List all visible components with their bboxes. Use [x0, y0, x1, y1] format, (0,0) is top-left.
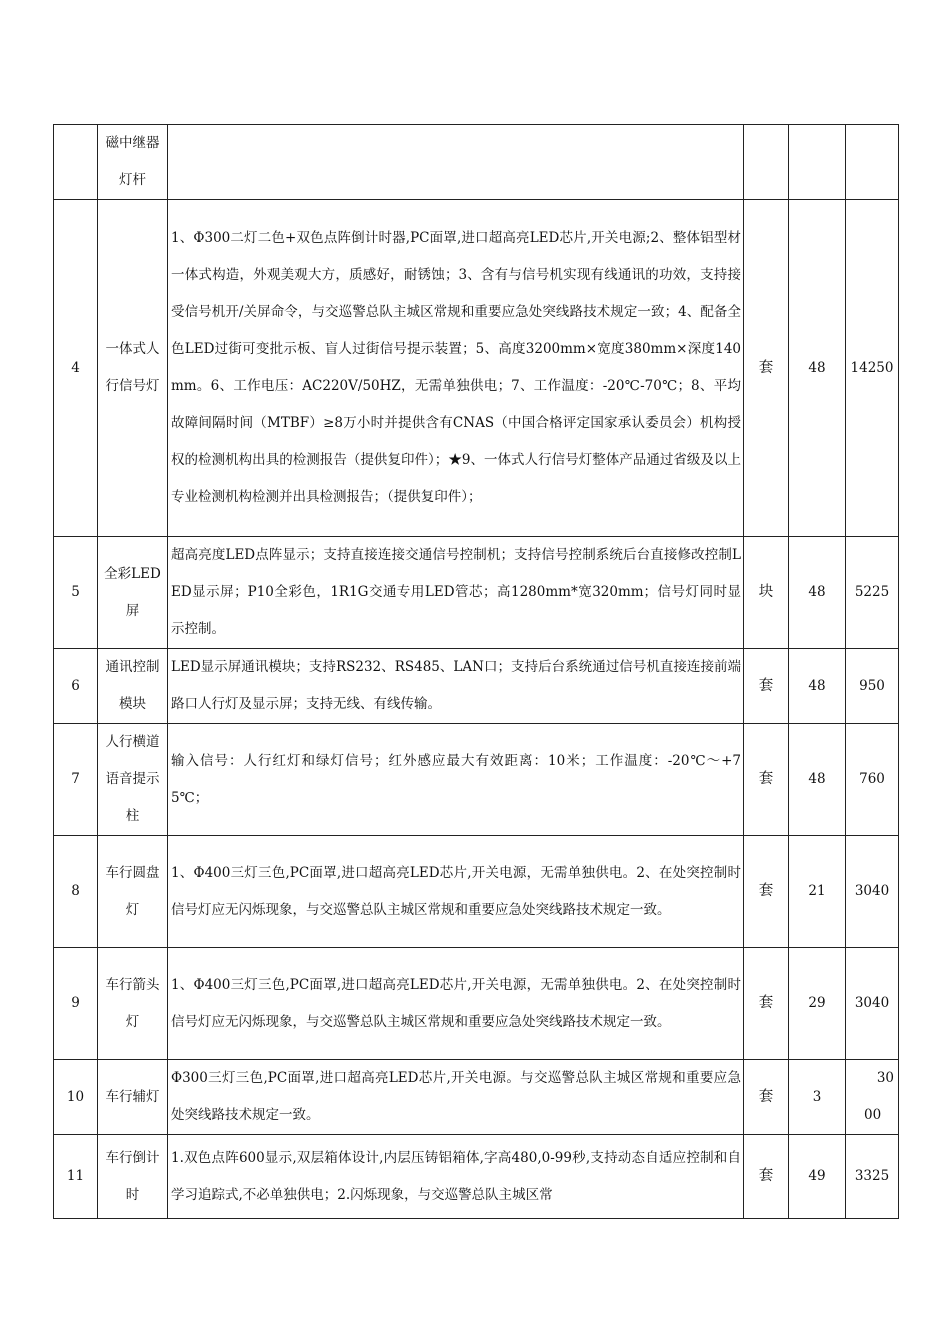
price-line-1: 30: [876, 1070, 894, 1086]
item-qty-cell: [789, 125, 846, 200]
item-name-cell: 全彩LED屏: [98, 537, 168, 649]
item-qty-cell: 48: [789, 537, 846, 649]
item-qty-cell: 49: [789, 1135, 846, 1219]
item-price-cell: [846, 125, 899, 200]
item-price-cell: 5225: [846, 537, 899, 649]
price-line-2: 00: [864, 1107, 882, 1123]
item-price-cell: 3325: [846, 1135, 899, 1219]
item-unit-cell: 套: [744, 200, 789, 537]
item-name-cell: 通讯控制模块: [98, 649, 168, 724]
item-unit-cell: 套: [744, 1135, 789, 1219]
item-unit-cell: 套: [744, 649, 789, 724]
table-row: [54, 200, 899, 537]
table-row: [54, 836, 899, 948]
table-row: [54, 948, 899, 1060]
item-number-cell: 7: [54, 724, 98, 836]
item-unit-cell: 套: [744, 836, 789, 948]
item-number-cell: 5: [54, 537, 98, 649]
item-number-cell: 11: [54, 1135, 98, 1219]
item-number-cell: 4: [54, 200, 98, 537]
item-spec-cell: 1.双色点阵600显示,双层箱体设计,内层压铸铝箱体,字高480,0-99秒,支持动态自适应控制和自学习追踪式,不必单独供电；2.闪烁现象，与交巡警总队主城区常: [168, 1135, 744, 1219]
item-spec-cell: Φ300三灯三色,PC面罩,进口超高亮LED芯片,开关电源。与交巡警总队主城区常规和重要应急处突线路技术规定一致。: [168, 1060, 744, 1135]
item-price-cell: 760: [846, 724, 899, 836]
table-row: [54, 724, 899, 836]
item-qty-cell: 48: [789, 724, 846, 836]
item-qty-cell: 48: [789, 200, 846, 537]
item-price-cell: [846, 1060, 899, 1135]
item-price-cell: 950: [846, 649, 899, 724]
item-name-cell: 磁中继器灯杆: [98, 125, 168, 200]
item-unit-cell: 套: [744, 724, 789, 836]
item-name-cell: 人行横道语音提示柱: [98, 724, 168, 836]
table-row: [54, 537, 899, 649]
item-spec-cell: [168, 125, 744, 200]
item-number-cell: 9: [54, 948, 98, 1060]
item-number-cell: 6: [54, 649, 98, 724]
item-qty-cell: 21: [789, 836, 846, 948]
item-name-cell: 车行圆盘灯: [98, 836, 168, 948]
item-qty-cell: 29: [789, 948, 846, 1060]
item-number-cell: [54, 125, 98, 200]
item-unit-cell: 套: [744, 1060, 789, 1135]
item-number-cell: 8: [54, 836, 98, 948]
item-spec-cell: 1、Φ300二灯二色+双色点阵倒计时器,PC面罩,进口超高亮LED芯片,开关电源;2、整体铝型材一体式构造，外观美观大方，质感好，耐锈蚀；3、含有与信号机实现有线通讯的功效，支持接受信号机开/关屏命令，与交巡警总队主城区常规和重要应急处突线路技术规定一致；4、配备全色LED过街可变批示板、盲人过街信号提示装置；5、高度3200mm×宽度380mm×深度140mm。6、工作电压：AC220V/50HZ，无需单独供电；7、工作温度：-20℃-70℃；8、平均故障间隔时间（MTBF）≥8万小时并提供含有CNAS（中国合格评定国家承认委员会）机构授权的检测机构出具的检测报告（提供复印件）；★9、一体式人行信号灯整体产品通过省级及以上专业检测机构检测并出具检测报告；（提供复印件）；: [168, 200, 744, 537]
item-price-cell: 3040: [846, 836, 899, 948]
table-row: [54, 1135, 899, 1219]
item-name-cell: 车行箭头灯: [98, 948, 168, 1060]
table-row: [54, 1060, 899, 1135]
item-price-cell: 3040: [846, 948, 899, 1060]
item-unit-cell: 套: [744, 948, 789, 1060]
item-spec-cell: 超高亮度LED点阵显示；支持直接连接交通信号控制机；支持信号控制系统后台直接修改控制LED显示屏；P10全彩色，1R1G交通专用LED管芯；高1280mm*宽320mm；信号灯同时显示控制。: [168, 537, 744, 649]
item-spec-cell: 输入信号：人行红灯和绿灯信号；红外感应最大有效距离：10米；工作温度：-20℃～+75℃；: [168, 724, 744, 836]
item-qty-cell: 3: [789, 1060, 846, 1135]
table-row: [54, 125, 899, 200]
equipment-spec-table: [53, 124, 899, 1219]
item-unit-cell: 块: [744, 537, 789, 649]
item-unit-cell: [744, 125, 789, 200]
item-number-cell: 10: [54, 1060, 98, 1135]
item-qty-cell: 48: [789, 649, 846, 724]
item-name-cell: 一体式人行信号灯: [98, 200, 168, 537]
table-row: [54, 649, 899, 724]
item-name-cell: 车行倒计时: [98, 1135, 168, 1219]
item-spec-cell: LED显示屏通讯模块；支持RS232、RS485、LAN口；支持后台系统通过信号机直接连接前端路口人行灯及显示屏；支持无线、有线传输。: [168, 649, 744, 724]
item-spec-cell: 1、Φ400三灯三色,PC面罩,进口超高亮LED芯片,开关电源，无需单独供电。2、在处突控制时信号灯应无闪烁现象，与交巡警总队主城区常规和重要应急处突线路技术规定一致。: [168, 948, 744, 1060]
item-price-cell: 14250: [846, 200, 899, 537]
item-spec-cell: 1、Φ400三灯三色,PC面罩,进口超高亮LED芯片,开关电源，无需单独供电。2、在处突控制时信号灯应无闪烁现象，与交巡警总队主城区常规和重要应急处突线路技术规定一致。: [168, 836, 744, 948]
item-name-cell: 车行辅灯: [98, 1060, 168, 1135]
